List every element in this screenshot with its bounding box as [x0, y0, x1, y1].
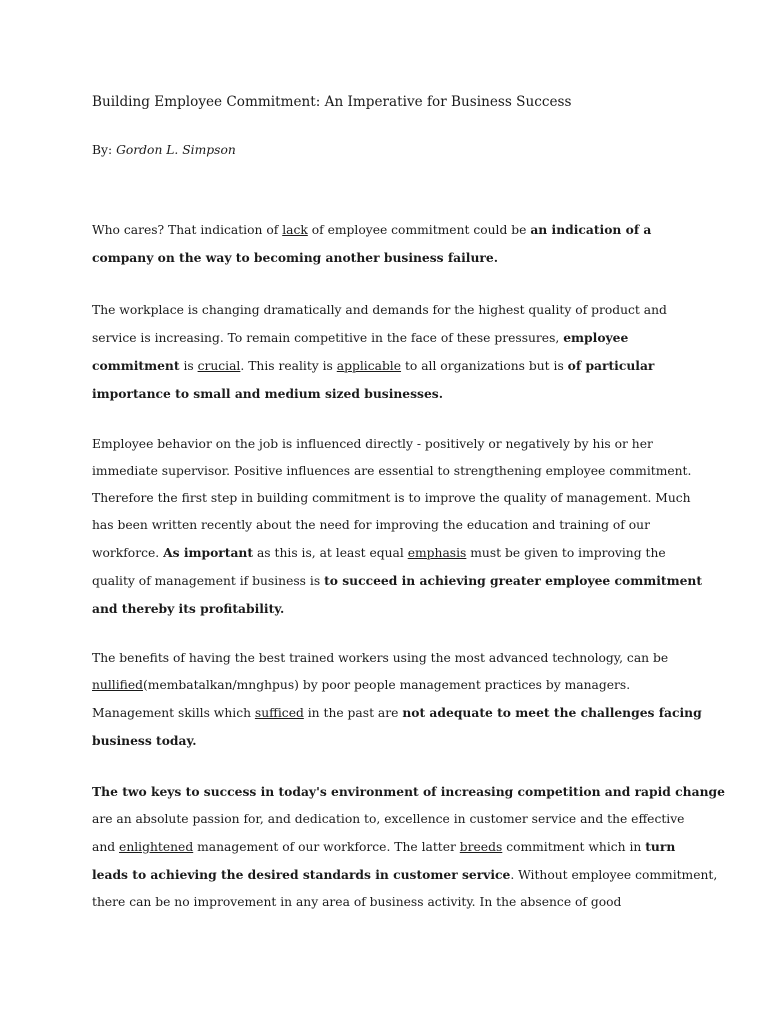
- underlined-text: sufficed: [254, 706, 304, 720]
- text-run: to all organizations but is: [401, 359, 568, 373]
- text-line: [92, 727, 682, 755]
- text-run: management of our workforce. The latter: [193, 840, 460, 854]
- text-run: as this is, at least equal: [253, 546, 408, 560]
- text-line: [92, 512, 682, 539]
- bold-text: company on the way to becoming another business failure.: [92, 250, 499, 265]
- text-run: service is increasing. To remain competitive in the face of these pressures,: [92, 331, 564, 345]
- paragraph: [92, 645, 702, 755]
- text-line: [92, 458, 692, 485]
- text-line: [92, 539, 682, 567]
- text-line: [92, 352, 682, 380]
- text-line: [92, 645, 682, 672]
- text-line: [92, 431, 682, 458]
- bold-text: to succeed in achieving greater employee commitment: [324, 573, 703, 588]
- underlined-text: enlightened: [119, 840, 194, 854]
- text-run: of employee commitment could be: [307, 223, 531, 237]
- bold-text: The two keys to success in today's environment of increasing competition and rapid change: [92, 784, 725, 799]
- bold-text: leads to achieving the desired standards in customer service: [92, 867, 511, 882]
- bold-text: importance to small and medium sized businesses.: [92, 386, 444, 401]
- paragraph: [92, 778, 725, 916]
- text-run: . This reality is: [240, 359, 337, 373]
- text-line: [92, 244, 682, 272]
- text-run: Employee behavior on the job is influenced directly - positively or negatively by his or her: [92, 437, 653, 451]
- text-line: [92, 297, 682, 324]
- bold-text: an indication of a: [530, 222, 652, 237]
- underlined-text: nullified: [92, 678, 143, 692]
- text-run: Management skills which: [92, 706, 255, 720]
- text-line: [92, 778, 725, 806]
- bold-text: As important: [163, 545, 254, 560]
- text-run: (membatalkan/mnghpus) by poor people management practices by managers.: [143, 678, 631, 692]
- paragraph: [92, 297, 682, 408]
- underlined-text: crucial: [197, 359, 241, 373]
- text-run: The workplace is changing dramatically and demands for the highest quality of product and: [92, 303, 667, 317]
- byline-label: By:: [92, 143, 113, 157]
- author-name: Gordon L. Simpson: [116, 143, 236, 157]
- text-run: workforce.: [92, 546, 164, 560]
- text-run: Who cares? That indication of: [92, 223, 283, 237]
- text-line: [92, 324, 682, 352]
- text-line: [92, 567, 703, 595]
- bold-text: and thereby its profitability.: [92, 601, 285, 616]
- text-run: . Without employee commitment,: [510, 868, 718, 882]
- underlined-text: lack: [282, 223, 308, 237]
- text-line: [92, 833, 682, 861]
- text-run: has been written recently about the need for improving the education and training of our: [92, 518, 650, 532]
- underlined-text: emphasis: [407, 546, 467, 560]
- text-line: [92, 380, 682, 408]
- text-line: [92, 672, 682, 699]
- bold-text: commitment: [92, 358, 180, 373]
- byline: [92, 139, 236, 161]
- text-run: must be given to improving the: [466, 546, 666, 560]
- text-run: is: [179, 359, 198, 373]
- underlined-text: applicable: [336, 359, 402, 373]
- document-title: Building Employee Commitment: An Imperative for Business Success: [92, 94, 572, 110]
- text-run: Therefore the first step in building commitment is to improve the quality of management. Much: [92, 491, 691, 505]
- text-run: in the past are: [303, 706, 403, 720]
- text-run: are an absolute passion for, and dedication to, excellence in customer service and the effective: [92, 812, 685, 826]
- text-run: The benefits of having the best trained workers using the most advanced technology, can be: [92, 651, 669, 665]
- text-line: [92, 216, 682, 244]
- text-run: quality of management if business is: [92, 574, 325, 588]
- text-line: [92, 485, 691, 512]
- text-run: commitment which in: [502, 840, 646, 854]
- bold-text: turn: [645, 839, 676, 854]
- text-line: [92, 595, 682, 623]
- bold-text: business today.: [92, 733, 197, 748]
- paragraph: [92, 431, 703, 623]
- text-line: [92, 806, 685, 833]
- bold-text: of particular: [567, 358, 655, 373]
- paragraph: [92, 216, 682, 272]
- text-run: there can be no improvement in any area of business activity. In the absence of good: [92, 895, 622, 909]
- text-line: [92, 889, 682, 916]
- text-run: and: [92, 840, 120, 854]
- bold-text: not adequate to meet the challenges facing: [402, 705, 702, 720]
- underlined-text: breeds: [459, 840, 503, 854]
- bold-text: employee: [563, 330, 629, 345]
- text-run: immediate supervisor. Positive influences are essential to strengthening employee commitment.: [92, 464, 692, 478]
- text-line: [92, 699, 702, 727]
- text-line: [92, 861, 718, 889]
